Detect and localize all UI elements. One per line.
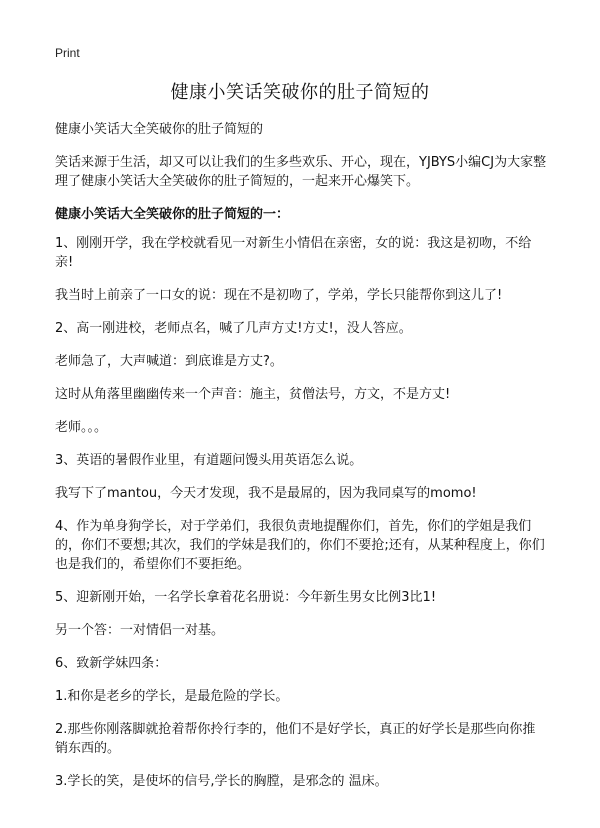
joke-paragraph: 我当时上前亲了一口女的说：现在不是初吻了，学弟，学长只能帮你到这儿了!: [55, 288, 503, 303]
joke-paragraph: 6、致新学妹四条：: [55, 656, 168, 671]
document-body: [55, 120, 547, 805]
joke-paragraph: 老师急了，大声喊道：到底谁是方丈?。: [55, 354, 283, 369]
joke-paragraph: 3.学长的笑，是使坏的信号,学长的胸膛，是邪念的 温床。: [55, 774, 388, 789]
joke-paragraph: 1、刚刚开学，我在学校就看见一对新生小情侣在亲密，女的说：我这是初吻，不给亲!: [55, 236, 532, 270]
document-subtitle: 健康小笑话大全笑破你的肚子简短的: [55, 122, 264, 137]
joke-paragraph: 2.那些你刚落脚就抢着帮你拎行李的，他们不是好学长，真正的好学长是那些向你推销东西的。: [55, 722, 536, 756]
joke-paragraph: 3、英语的暑假作业里，有道题问馒头用英语怎么说。: [55, 453, 363, 468]
joke-paragraph: 另一个答：一对情侣一对基。: [55, 623, 225, 638]
joke-paragraph: 5、迎新刚开始，一名学长拿着花名册说：今年新生男女比例3比1!: [55, 590, 437, 605]
joke-paragraph: 2、高一刚进校，老师点名，喊了几声方丈!方丈!，没人答应。: [55, 321, 412, 336]
section-heading: 健康小笑话大全笑破你的肚子简短的一：: [55, 207, 290, 222]
joke-paragraph: 老师。。。: [55, 420, 108, 435]
joke-paragraph: 4、作为单身狗学长，对于学弟们，我很负责地提醒你们，首先，你们的学姐是我们的，你们不要想;其次，我们的学妹是我们的，你们不要抢;还有，从某种程度上，你们也是我们的，希望你们不要拒绝。: [55, 519, 545, 572]
joke-paragraph: 1.和你是老乡的学长，是最危险的学长。: [55, 689, 289, 704]
intro-paragraph: 笑话来源于生活，却又可以让我们的生多些欢乐、开心，现在，YJBYS小编CJ为大家整理了健康小笑话大全笑破你的肚子简短的，一起来开心爆笑下。: [55, 155, 547, 189]
document-title: 健康小笑话笑破你的肚子简短的: [170, 82, 430, 103]
joke-paragraph: 这时从角落里幽幽传来一个声音：施主，贫僧法号，方文，不是方丈!: [55, 387, 451, 402]
joke-paragraph: 我写下了mantou，今天才发现，我不是最屌的，因为我同桌写的momo!: [55, 486, 477, 501]
print-link[interactable]: Print: [55, 46, 80, 60]
